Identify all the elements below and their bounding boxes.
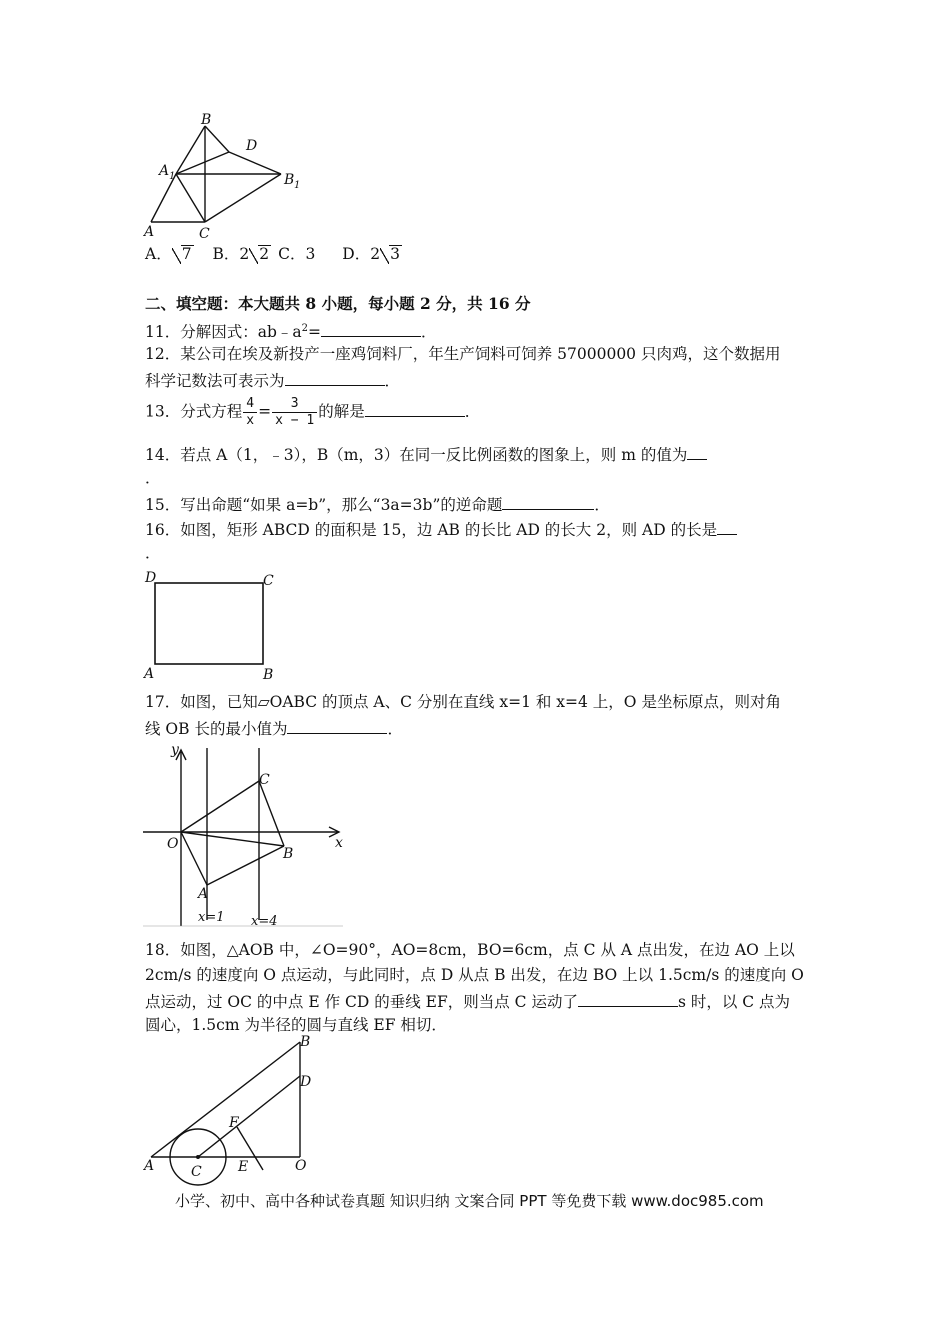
label-c: C [263,573,274,589]
question-12-line2: 科学记数法可表示为 ． [145,369,400,391]
option-a: A． 7 [145,245,192,263]
q10-options [145,244,402,264]
label-b: B [201,112,212,128]
label-b: B [263,667,274,683]
question-16-line2: ． [145,544,161,562]
answer-blank [687,443,707,460]
label-d: D [300,1074,312,1090]
question-13: 13．分式方程 $\frac{4}{x}$ = $\frac{3}{x - 1}$ 的解是 ． [145,396,481,428]
q17-figure [143,740,348,928]
question-18-line4: 圆心，1.5cm 为半径的圆与直线 EF 相切． [145,1016,447,1034]
label-b: B [283,846,294,862]
label-e: E [238,1159,249,1175]
label-a1-sub: 1 [169,171,176,182]
label-a: A [198,886,209,902]
question-18-line2: 2cm/s 的速度向 O 点运动，与此同时，点 D 从点 B 出发，在边 BO 上以 1.5cm/s 的速度向 O [145,966,804,984]
label-f: F [229,1115,239,1131]
label-b1-sub: 1 [294,180,301,191]
label-o: O [167,836,179,852]
fraction-4-over-x: $\frac{4}{x}$ [243,396,257,429]
label-d: D [246,138,258,154]
page-footer: 小学、初中、高中各种试卷真题 知识归纳 文案合同 PPT 等免费下载 www.doc985.com [175,1192,764,1210]
label-c: C [191,1164,202,1180]
label-a: A [144,666,155,682]
label-b: B [300,1034,311,1050]
label-x-eq-4: x=4 [251,914,278,928]
label-o: O [295,1158,307,1174]
q10-figure [143,112,303,240]
question-18-line1: 18．如图，△AOB 中，∠O=90°，AO=8cm，BO=6cm，点 C 从 A 点出发，在边 AO 上以 [145,941,795,959]
section-heading: 二、填空题：本大题共 8 小题，每小题 2 分，共 16 分 [145,294,531,313]
fraction-3-over-x-minus-1: $\frac{3}{x - 1}$ [272,396,317,429]
question-15: 15．写出命题“如果 a=b”，那么“3a=3b”的逆命题 ． [145,493,610,515]
option-c: C．3 [278,245,316,263]
answer-blank [717,518,737,535]
question-17-line1: 17．如图，已知▱OABC 的顶点 A、C 分别在直线 x=1 和 x=4 上，O 是坐标原点，则对角 [145,693,781,711]
label-x: x [335,835,343,851]
answer-blank [287,717,387,734]
label-d: D [145,570,157,586]
q18-figure [143,1032,323,1190]
label-b1: B [284,172,295,188]
label-a: A [144,224,155,240]
label-a1: A [159,163,170,179]
answer-blank [321,320,421,337]
question-16: 16．如图，矩形 ABCD 的面积是 15，边 AB 的长比 AD 的长大 2，则 AD 的长是 [145,518,737,540]
answer-blank [502,493,594,510]
question-12-line1: 12．某公司在埃及新投产一座鸡饲料厂，年生产饲料可饲养 57000000 只肉鸡，这个数据用 [145,345,781,363]
answer-blank [578,990,678,1007]
question-18-line3: 点运动，过 OC 的中点 E 作 CD 的垂线 EF，则当点 C 运动了 s 时，以 C 点为 [145,990,790,1012]
answer-blank [365,400,465,417]
label-a: A [144,1158,155,1174]
label-y: y [171,742,179,758]
option-b: B．2 2 [212,245,270,263]
question-14: 14．若点 A（1，﹣3），B（m，3）在同一反比例函数的图象上，则 m 的值为 [145,443,707,465]
option-d: D．2 3 [342,245,400,263]
q16-figure [143,566,283,684]
label-x-eq-1: x=1 [198,910,225,925]
answer-blank [285,369,385,386]
question-14-line2: ． [145,469,161,487]
question-17-line2: 线 OB 长的最小值为 ． [145,717,403,739]
label-c: C [199,226,210,240]
question-11: 11．分解因式：$ab﹣a^2=$ ． [145,319,437,342]
label-c: C [259,772,270,788]
